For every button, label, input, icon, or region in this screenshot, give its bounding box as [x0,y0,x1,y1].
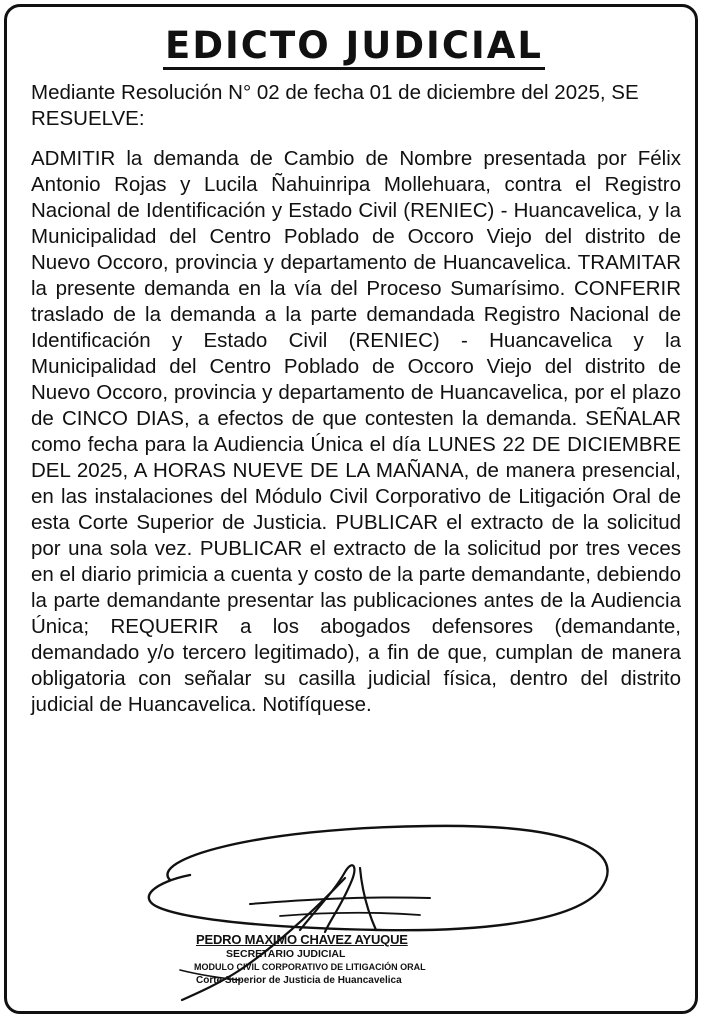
edict-title-text: EDICTO JUDICIAL [163,24,545,70]
signer-name: PEDRO MAXIMO CHAVEZ AYUQUE [196,932,408,947]
edict-title [0,24,708,68]
signer-court: Corte Superior de Justicia de Huancavelica [196,975,402,986]
edict-body: ADMITIR la demanda de Cambio de Nombre presentada por Félix Antonio Rojas y Lucila Ñahuinripa Mollehuara, contra el Registro Nacional de Identificación y Estado Civil (RENIEC) - Huancavelica, y la Municipalidad del Centro Poblado de Occoro Viejo del distrito de Nuevo Occoro, provincia y departamento de Huancavelica. TRAMITAR la presente demanda en la vía del Proceso Sumarísimo. CONFERIR traslado de la demanda a la parte demandada Registro Nacional de Identificación y Estado Civil (RENIEC) - Huancavelica y la Municipalidad del Centro Poblado de Occoro Viejo del distrito de Nuevo Occoro, provincia y departamento de Huancavelica, por el plazo de CINCO DIAS, a efectos de que contesten la demanda. SEÑALAR como fecha para la Audiencia Única el día LUNES 22 DE DICIEMBRE DEL 2025, A HORAS NUEVE DE LA MAÑANA, de manera presencial, en las instalaciones del Módulo Civil Corporativo de Litigación Oral de esta Corte Superior de Justicia. PUBLICAR el extracto de la solicitud por una sola vez. PUBLICAR el extracto de la solicitud por tres veces en el diario primicia a cuenta y costo de la parte demandante, debiendo la parte demandante presentar las publicaciones antes de la Audiencia Única; REQUERIR a los abogados defensores (demandante, demandado y/o tercero legitimado), a fin de que, cumplan de manera obligatoria con señalar su casilla judicial física, dentro del distrito judicial de Huancavelica. Notifíquese. [31,147,681,716]
edict-intro: Mediante Resolución N° 02 de fecha 01 de diciembre del 2025, SE RESUELVE: [31,81,639,130]
signature-block [130,820,690,1015]
signer-office: MODULO CIVIL CORPORATIVO DE LITIGACIÓN ORAL [194,962,426,972]
signer-role: SECRETARIO JUDICIAL [226,948,346,960]
